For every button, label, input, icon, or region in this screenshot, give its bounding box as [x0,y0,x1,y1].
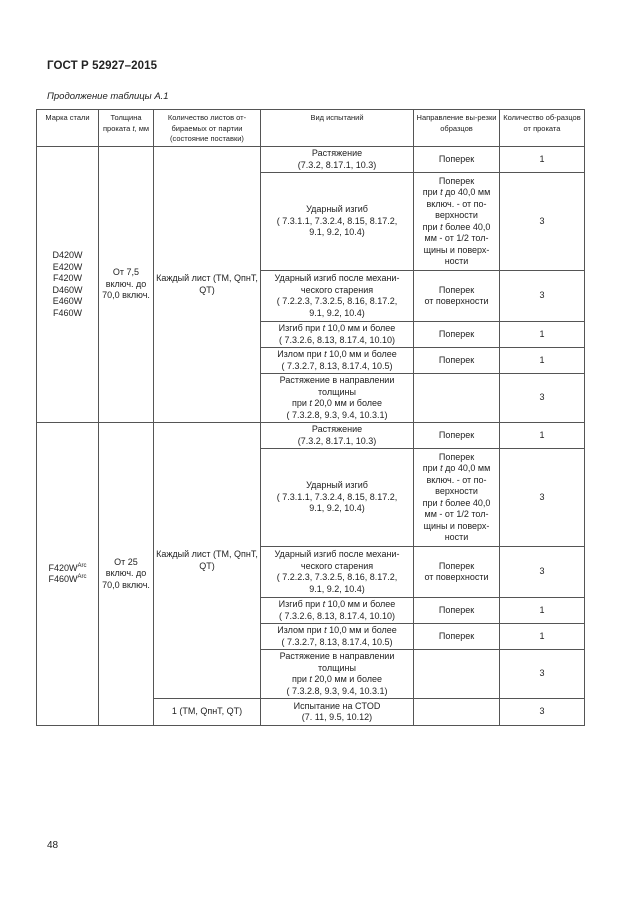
test-cell: Растяжение (7.3.2, 8.17.1, 10.3) [261,423,414,449]
count-cell: 1 [500,598,585,624]
direction-cell: Поперек при t до 40,0 мм включ. - от по- верхности при t более 40,0 мм - от 1/2 тол- щины и поверх- ности [414,173,500,271]
direction-cell: Поперек от поверхности [414,547,500,598]
table-caption: Продолжение таблицы А.1 [47,91,169,102]
direction-cell: Поперек при t до 40,0 мм включ. - от по- верхности при t более 40,0 мм - от 1/2 тол- щины и поверх- ности [414,449,500,547]
test-cell: Излом при t 10,0 мм и более ( 7.3.2.7, 8.13, 8.17.4, 10.5) [261,348,414,374]
document-header: ГОСТ Р 52927–2015 [47,60,158,72]
count-cell: 3 [500,374,585,423]
direction-cell: Поперек [414,598,500,624]
header-sheets: Количество листов от-бираемых от партии (состояние поставки) [154,110,261,147]
test-cell: Испытание на CTOD (7. 11, 9.5, 10.12) [261,699,414,726]
page-number: 48 [47,840,59,851]
direction-cell [414,650,500,699]
sheets-cell-group2: Каждый лист (TM, QпнT, QT) [154,423,261,699]
test-cell: Изгиб при t 10,0 мм и более ( 7.3.2.6, 8.13, 8.17.4, 10.10) [261,598,414,624]
count-cell: 3 [500,650,585,699]
table-row [37,147,585,173]
header-thickness: Толщина проката t, мм [99,110,154,147]
header-direction: Направление вы-резки образцов [414,110,500,147]
count-cell: 1 [500,147,585,173]
test-cell: Ударный изгиб после механи- ческого старения ( 7.2.2.3, 7.3.2.5, 8.16, 8.17.2, 9.1, 9.2, 10.4) [261,271,414,322]
table-row [37,423,585,449]
count-cell: 3 [500,173,585,271]
direction-cell: Поперек [414,624,500,650]
test-cell: Ударный изгиб ( 7.3.1.1, 7.3.2.4, 8.15, 8.17.2, 9.1, 9.2, 10.4) [261,173,414,271]
header-row [37,110,585,147]
direction-cell: Поперек [414,322,500,348]
sheets-cell-ctod: 1 (TM, QпнT, QT) [154,699,261,726]
test-cell: Растяжение в направлении толщины при t 20,0 мм и более ( 7.3.2.8, 9.3, 9.4, 10.3.1) [261,374,414,423]
test-cell: Ударный изгиб ( 7.3.1.1, 7.3.2.4, 8.15, 8.17.2, 9.1, 9.2, 10.4) [261,449,414,547]
test-cell: Излом при t 10,0 мм и более ( 7.3.2.7, 8.13, 8.17.4, 10.5) [261,624,414,650]
header-test-type: Вид испытаний [261,110,414,147]
count-cell: 3 [500,547,585,598]
test-table [36,109,585,726]
direction-cell [414,699,500,726]
header-samples: Количество об-разцов от проката [500,110,585,147]
test-cell: Растяжение в направлении толщины при t 20,0 мм и более ( 7.3.2.8, 9.3, 9.4, 10.3.1) [261,650,414,699]
count-cell: 3 [500,699,585,726]
count-cell: 1 [500,322,585,348]
test-cell: Изгиб при t 10,0 мм и более ( 7.3.2.6, 8.13, 8.17.4, 10.10) [261,322,414,348]
direction-cell: Поперек [414,348,500,374]
direction-cell: Поперек [414,147,500,173]
thickness-cell-group2: От 25 включ. до 70,0 включ. [99,423,154,726]
grade-cell-group2: $F420W^{Arc}$ $F460W^{Arc}$ [37,423,99,726]
count-cell: 1 [500,348,585,374]
direction-cell: Поперек от поверхности [414,271,500,322]
direction-cell [414,374,500,423]
count-cell: 3 [500,449,585,547]
sheets-cell-group1: Каждый лист (TM, QпнT, QT) [154,147,261,423]
header-grade: Марка стали [37,110,99,147]
test-cell: Ударный изгиб после механи- ческого старения ( 7.2.2.3, 7.3.2.5, 8.16, 8.17.2, 9.1, 9.2, 10.4) [261,547,414,598]
thickness-cell-group1: От 7,5 включ. до 70,0 включ. [99,147,154,423]
test-cell: Растяжение (7.3.2, 8.17.1, 10.3) [261,147,414,173]
grade-cell-group1: D420W E420W F420W D460W E460W F460W [37,147,99,423]
direction-cell: Поперек [414,423,500,449]
count-cell: 1 [500,624,585,650]
count-cell: 3 [500,271,585,322]
count-cell: 1 [500,423,585,449]
